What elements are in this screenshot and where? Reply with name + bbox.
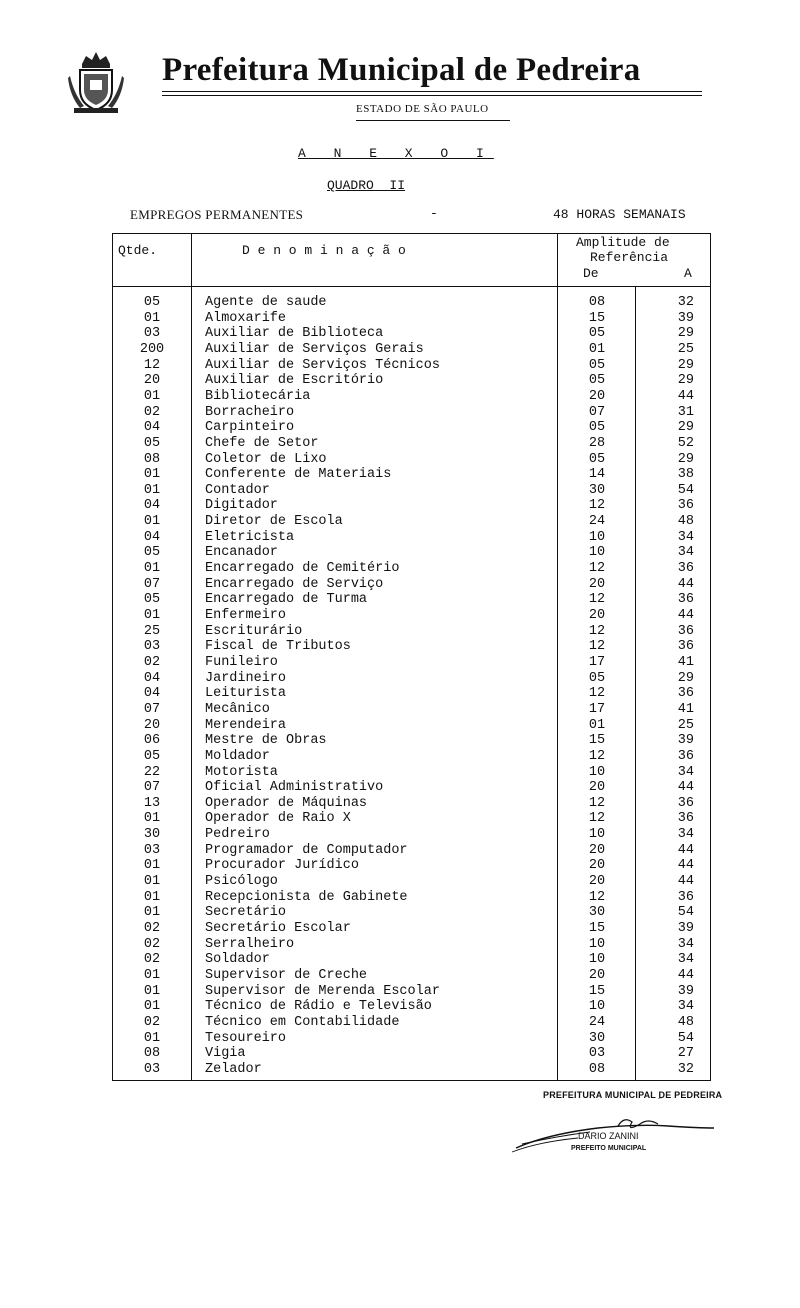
cell-qtde: 01 bbox=[143, 983, 161, 999]
table-row bbox=[112, 968, 711, 984]
cell-ref-a: 34 bbox=[677, 545, 694, 561]
cell-ref-de: 15 bbox=[588, 733, 606, 749]
cell-denominacao: Mestre de Obras bbox=[205, 733, 327, 749]
table-row bbox=[112, 702, 711, 718]
cell-denominacao: Merendeira bbox=[205, 717, 287, 733]
table-row bbox=[112, 420, 711, 436]
table-row bbox=[112, 295, 711, 311]
cell-ref-de: 10 bbox=[588, 936, 606, 952]
table-row bbox=[112, 1046, 711, 1062]
cell-denominacao: Técnico de Rádio e Televisão bbox=[205, 999, 432, 1015]
header-denominacao: D e n o m i n a ç ã o bbox=[242, 243, 406, 258]
cell-denominacao: Contador bbox=[205, 482, 270, 498]
table-row bbox=[112, 326, 711, 342]
header-qtde: Qtde. bbox=[118, 243, 158, 258]
signatory-name: DARIO ZANINI bbox=[578, 1131, 639, 1141]
cell-ref-de: 20 bbox=[588, 608, 606, 623]
cell-qtde: 01 bbox=[143, 608, 161, 623]
cell-ref-de: 10 bbox=[588, 999, 606, 1015]
cell-qtde: 03 bbox=[143, 326, 161, 342]
cell-qtde: 01 bbox=[143, 999, 161, 1015]
cell-denominacao: Funileiro bbox=[205, 654, 278, 670]
cell-denominacao: Técnico em Contabilidade bbox=[205, 1014, 400, 1030]
cell-denominacao: Secretário bbox=[205, 905, 287, 921]
cell-qtde: 01 bbox=[143, 388, 161, 404]
cell-qtde: 01 bbox=[143, 561, 161, 577]
cell-denominacao: Enfermeiro bbox=[205, 608, 287, 623]
cell-ref-a: 32 bbox=[677, 1061, 694, 1077]
table-row bbox=[112, 561, 711, 577]
cell-denominacao: Chefe de Setor bbox=[205, 435, 319, 451]
cell-ref-a: 44 bbox=[677, 608, 694, 623]
table-row bbox=[112, 467, 711, 483]
table-row bbox=[112, 843, 711, 859]
cell-ref-de: 05 bbox=[588, 373, 606, 389]
category-hours: 48 HORAS SEMANAIS bbox=[553, 207, 686, 222]
cell-denominacao: Auxiliar de Escritório bbox=[205, 373, 384, 389]
cell-denominacao: Encarregado de Cemitério bbox=[205, 561, 400, 577]
cell-denominacao: Serralheiro bbox=[205, 936, 295, 952]
cell-qtde: 20 bbox=[143, 717, 161, 733]
table-row bbox=[112, 1062, 711, 1078]
cell-qtde: 03 bbox=[143, 639, 161, 655]
cell-ref-de: 10 bbox=[588, 952, 606, 968]
cell-ref-a: 54 bbox=[677, 482, 694, 498]
cell-ref-de: 12 bbox=[588, 811, 606, 827]
table-row bbox=[112, 498, 711, 514]
cell-denominacao: Supervisor de Merenda Escolar bbox=[205, 983, 440, 999]
table-row bbox=[112, 921, 711, 937]
cell-qtde: 01 bbox=[143, 811, 161, 827]
cell-ref-a: 44 bbox=[677, 858, 694, 874]
cell-ref-a: 36 bbox=[677, 639, 694, 655]
cell-denominacao: Jardineiro bbox=[205, 670, 287, 686]
table-row bbox=[112, 389, 711, 405]
cell-denominacao: Carpinteiro bbox=[205, 420, 295, 436]
cell-ref-de: 30 bbox=[588, 1030, 606, 1046]
cell-ref-de: 10 bbox=[588, 827, 606, 843]
cell-ref-de: 05 bbox=[588, 326, 606, 342]
signatory-role: PREFEITO MUNICIPAL bbox=[571, 1145, 647, 1152]
cell-ref-de: 20 bbox=[588, 842, 606, 858]
header-de: De bbox=[583, 266, 599, 281]
municipal-crest-icon bbox=[66, 50, 126, 114]
header-amplitude: Amplitude de bbox=[576, 235, 670, 250]
cell-qtde: 07 bbox=[143, 576, 161, 592]
cell-denominacao: Eletricista bbox=[205, 529, 295, 545]
cell-ref-a: 41 bbox=[677, 654, 694, 670]
cell-qtde: 05 bbox=[143, 545, 161, 561]
cell-denominacao: Soldador bbox=[205, 952, 270, 968]
table-row bbox=[112, 655, 711, 671]
cell-qtde: 01 bbox=[143, 905, 161, 921]
cell-denominacao: Oficial Administrativo bbox=[205, 780, 384, 796]
cell-ref-a: 44 bbox=[677, 576, 694, 592]
cell-ref-a: 44 bbox=[677, 874, 694, 890]
cell-qtde: 03 bbox=[143, 1061, 161, 1077]
cell-qtde: 06 bbox=[143, 733, 161, 749]
table-row bbox=[112, 373, 711, 389]
cell-ref-a: 36 bbox=[677, 561, 694, 577]
cell-ref-a: 54 bbox=[677, 905, 694, 921]
cell-qtde: 30 bbox=[143, 827, 161, 843]
cell-qtde: 02 bbox=[143, 404, 161, 420]
cell-qtde: 25 bbox=[143, 623, 161, 639]
header-rule bbox=[112, 286, 711, 287]
cell-ref-de: 03 bbox=[588, 1046, 606, 1062]
cell-ref-a: 48 bbox=[677, 514, 694, 530]
table-row bbox=[112, 780, 711, 796]
cell-ref-de: 24 bbox=[588, 1014, 606, 1030]
cell-qtde: 05 bbox=[143, 295, 161, 310]
table-row bbox=[112, 984, 711, 1000]
state-underline bbox=[356, 120, 510, 121]
cell-denominacao: Fiscal de Tributos bbox=[205, 639, 351, 655]
cell-qtde: 04 bbox=[143, 529, 161, 545]
page-title: Prefeitura Municipal de Pedreira bbox=[162, 52, 641, 88]
cell-ref-a: 39 bbox=[677, 733, 694, 749]
cell-ref-a: 44 bbox=[677, 388, 694, 404]
cell-denominacao: Auxiliar de Serviços Técnicos bbox=[205, 357, 440, 373]
cell-qtde: 02 bbox=[143, 1014, 161, 1030]
cell-ref-a: 32 bbox=[677, 295, 694, 310]
table-row bbox=[112, 874, 711, 890]
cell-qtde: 01 bbox=[143, 967, 161, 983]
cell-denominacao: Agente de saude bbox=[205, 295, 327, 310]
table-row bbox=[112, 358, 711, 374]
cell-denominacao: Pedreiro bbox=[205, 827, 270, 843]
table-row bbox=[112, 733, 711, 749]
cell-ref-de: 20 bbox=[588, 874, 606, 890]
cell-ref-a: 39 bbox=[677, 983, 694, 999]
cell-ref-a: 36 bbox=[677, 795, 694, 811]
cell-qtde: 08 bbox=[143, 1046, 161, 1062]
cell-ref-a: 36 bbox=[677, 623, 694, 639]
cell-qtde: 02 bbox=[143, 654, 161, 670]
cell-ref-de: 05 bbox=[588, 357, 606, 373]
cell-denominacao: Moldador bbox=[205, 748, 270, 764]
cell-ref-a: 34 bbox=[677, 764, 694, 780]
state-subtitle: ESTADO DE SÃO PAULO bbox=[356, 103, 489, 115]
table-row bbox=[112, 1031, 711, 1047]
cell-ref-a: 34 bbox=[677, 999, 694, 1015]
signature-stamp: PREFEITURA MUNICIPAL DE PEDREIRA bbox=[543, 1090, 723, 1100]
cell-denominacao: Supervisor de Creche bbox=[205, 967, 368, 983]
cell-qtde: 05 bbox=[143, 592, 161, 608]
cell-denominacao: Programador de Computador bbox=[205, 842, 408, 858]
cell-ref-de: 12 bbox=[588, 795, 606, 811]
cell-ref-de: 10 bbox=[588, 764, 606, 780]
cell-denominacao: Encanador bbox=[205, 545, 278, 561]
title-rule-bottom bbox=[162, 95, 702, 96]
cell-ref-a: 41 bbox=[677, 701, 694, 717]
cell-denominacao: Mecânico bbox=[205, 701, 270, 717]
cell-ref-a: 29 bbox=[677, 326, 694, 342]
table-row bbox=[112, 999, 711, 1015]
cell-denominacao: Encarregado de Turma bbox=[205, 592, 368, 608]
table-row bbox=[112, 718, 711, 734]
table-row bbox=[112, 827, 711, 843]
cell-ref-de: 05 bbox=[588, 451, 606, 467]
cell-ref-de: 20 bbox=[588, 576, 606, 592]
cell-ref-de: 12 bbox=[588, 623, 606, 639]
cell-ref-de: 01 bbox=[588, 341, 606, 357]
cell-ref-de: 20 bbox=[588, 858, 606, 874]
table-row bbox=[112, 905, 711, 921]
cell-ref-de: 20 bbox=[588, 967, 606, 983]
cell-ref-de: 10 bbox=[588, 545, 606, 561]
cell-ref-a: 44 bbox=[677, 967, 694, 983]
cell-ref-de: 08 bbox=[588, 295, 606, 310]
cell-qtde: 04 bbox=[143, 420, 161, 436]
table-row bbox=[112, 311, 711, 327]
table-row bbox=[112, 937, 711, 953]
cell-ref-de: 12 bbox=[588, 686, 606, 702]
cell-ref-de: 12 bbox=[588, 561, 606, 577]
cell-ref-a: 36 bbox=[677, 592, 694, 608]
cell-ref-de: 12 bbox=[588, 889, 606, 905]
cell-qtde: 02 bbox=[143, 936, 161, 952]
cell-qtde: 05 bbox=[143, 748, 161, 764]
cell-ref-de: 15 bbox=[588, 310, 606, 326]
cell-qtde: 04 bbox=[143, 498, 161, 514]
cell-ref-a: 34 bbox=[677, 529, 694, 545]
table-row bbox=[112, 765, 711, 781]
cell-qtde: 13 bbox=[143, 795, 161, 811]
header-referencia: Referência bbox=[590, 250, 669, 265]
cell-qtde: 20 bbox=[143, 373, 161, 389]
cell-qtde: 08 bbox=[143, 451, 161, 467]
cell-ref-a: 48 bbox=[677, 1014, 694, 1030]
cell-denominacao: Auxiliar de Biblioteca bbox=[205, 326, 384, 342]
cell-ref-de: 07 bbox=[588, 404, 606, 420]
cell-qtde: 05 bbox=[143, 435, 161, 451]
cell-ref-de: 28 bbox=[588, 435, 606, 451]
table-row bbox=[112, 811, 711, 827]
cell-qtde: 04 bbox=[143, 686, 161, 702]
cell-denominacao: Diretor de Escola bbox=[205, 514, 343, 530]
cell-denominacao: Tesoureiro bbox=[205, 1030, 287, 1046]
signature-scribble-icon bbox=[508, 1098, 720, 1162]
header-a: A bbox=[684, 266, 692, 281]
cell-ref-a: 27 bbox=[677, 1046, 694, 1062]
title-rule-top bbox=[162, 91, 702, 92]
table-row bbox=[112, 890, 711, 906]
table-row bbox=[112, 405, 711, 421]
cell-qtde: 01 bbox=[143, 467, 161, 483]
table-row bbox=[112, 452, 711, 468]
cell-ref-de: 14 bbox=[588, 467, 606, 483]
cell-ref-de: 05 bbox=[588, 420, 606, 436]
cell-ref-de: 12 bbox=[588, 498, 606, 514]
cell-ref-a: 31 bbox=[677, 404, 694, 420]
cell-ref-a: 29 bbox=[677, 451, 694, 467]
cell-ref-de: 15 bbox=[588, 921, 606, 936]
cell-denominacao: Encarregado de Serviço bbox=[205, 576, 384, 592]
cell-ref-a: 34 bbox=[677, 952, 694, 968]
table-row bbox=[112, 483, 711, 499]
cell-qtde: 01 bbox=[143, 889, 161, 905]
cell-qtde: 02 bbox=[143, 921, 161, 936]
category-label: EMPREGOS PERMANENTES bbox=[130, 207, 304, 222]
cell-qtde: 01 bbox=[143, 858, 161, 874]
cell-denominacao: Procurador Jurídico bbox=[205, 858, 359, 874]
cell-ref-a: 54 bbox=[677, 1030, 694, 1046]
cell-ref-a: 34 bbox=[677, 827, 694, 843]
cell-ref-de: 17 bbox=[588, 701, 606, 717]
cell-denominacao: Zelador bbox=[205, 1061, 262, 1077]
cell-ref-a: 39 bbox=[677, 310, 694, 326]
cell-denominacao: Escriturário bbox=[205, 623, 303, 639]
table-row bbox=[112, 592, 711, 608]
table-row bbox=[112, 624, 711, 640]
cell-qtde: 07 bbox=[143, 780, 161, 796]
cell-ref-a: 36 bbox=[677, 889, 694, 905]
cell-ref-de: 01 bbox=[588, 717, 606, 733]
cell-ref-de: 12 bbox=[588, 748, 606, 764]
cell-denominacao: Recepcionista de Gabinete bbox=[205, 889, 408, 905]
cell-denominacao: Operador de Raio X bbox=[205, 811, 351, 827]
cell-ref-de: 30 bbox=[588, 905, 606, 921]
cell-ref-de: 15 bbox=[588, 983, 606, 999]
cell-denominacao: Borracheiro bbox=[205, 404, 295, 420]
cell-qtde: 01 bbox=[143, 482, 161, 498]
cell-ref-de: 12 bbox=[588, 592, 606, 608]
cell-ref-a: 39 bbox=[677, 921, 694, 936]
cell-ref-de: 30 bbox=[588, 482, 606, 498]
table-row bbox=[112, 514, 711, 530]
cell-denominacao: Auxiliar de Serviços Gerais bbox=[205, 341, 424, 357]
cell-denominacao: Psicólogo bbox=[205, 874, 278, 890]
cell-qtde: 12 bbox=[143, 357, 161, 373]
cell-ref-a: 52 bbox=[677, 435, 694, 451]
cell-ref-de: 24 bbox=[588, 514, 606, 530]
cell-ref-a: 29 bbox=[677, 373, 694, 389]
table-row bbox=[112, 686, 711, 702]
cell-ref-a: 44 bbox=[677, 780, 694, 796]
table-row bbox=[112, 639, 711, 655]
cell-ref-a: 36 bbox=[677, 686, 694, 702]
table-row bbox=[112, 952, 711, 968]
cell-qtde: 03 bbox=[143, 842, 161, 858]
cell-ref-a: 25 bbox=[677, 717, 694, 733]
table-row bbox=[112, 436, 711, 452]
cell-ref-a: 34 bbox=[677, 936, 694, 952]
cell-ref-a: 36 bbox=[677, 811, 694, 827]
cell-qtde: 01 bbox=[143, 1030, 161, 1046]
annex-subtitle: QUADRO II bbox=[327, 178, 406, 193]
cell-ref-a: 36 bbox=[677, 498, 694, 514]
cell-qtde: 22 bbox=[143, 764, 161, 780]
cell-denominacao: Almoxarife bbox=[205, 310, 287, 326]
cell-denominacao: Secretário Escolar bbox=[205, 921, 351, 936]
cell-qtde: 04 bbox=[143, 670, 161, 686]
cell-ref-a: 44 bbox=[677, 842, 694, 858]
table-row bbox=[112, 342, 711, 358]
cell-qtde: 01 bbox=[143, 874, 161, 890]
cell-ref-a: 29 bbox=[677, 420, 694, 436]
table-row bbox=[112, 858, 711, 874]
cell-denominacao: Motorista bbox=[205, 764, 278, 780]
cell-ref-a: 29 bbox=[677, 357, 694, 373]
cell-denominacao: Conferente de Materiais bbox=[205, 467, 392, 483]
table-row bbox=[112, 545, 711, 561]
table-row bbox=[112, 671, 711, 687]
cell-denominacao: Bibliotecária bbox=[205, 388, 311, 404]
table-row bbox=[112, 577, 711, 593]
cell-qtde: 01 bbox=[143, 514, 161, 530]
table-row bbox=[112, 530, 711, 546]
cell-ref-de: 12 bbox=[588, 639, 606, 655]
cell-ref-de: 17 bbox=[588, 654, 606, 670]
cell-denominacao: Digitador bbox=[205, 498, 278, 514]
cell-ref-a: 38 bbox=[677, 467, 694, 483]
cell-qtde: 02 bbox=[143, 952, 161, 968]
cell-denominacao: Leiturista bbox=[205, 686, 287, 702]
category-dash: - bbox=[430, 206, 438, 221]
table-row bbox=[112, 1015, 711, 1031]
cell-qtde: 01 bbox=[143, 310, 161, 326]
cell-ref-a: 29 bbox=[677, 670, 694, 686]
cell-ref-de: 20 bbox=[588, 388, 606, 404]
cell-qtde: 200 bbox=[139, 341, 165, 357]
cell-ref-de: 05 bbox=[588, 670, 606, 686]
cell-qtde: 07 bbox=[143, 701, 161, 717]
cell-ref-de: 10 bbox=[588, 529, 606, 545]
cell-ref-de: 08 bbox=[588, 1061, 606, 1077]
table-row bbox=[112, 749, 711, 765]
table-row bbox=[112, 796, 711, 812]
cell-denominacao: Operador de Máquinas bbox=[205, 795, 368, 811]
cell-ref-a: 36 bbox=[677, 748, 694, 764]
cell-ref-a: 25 bbox=[677, 341, 694, 357]
cell-denominacao: Vigia bbox=[205, 1046, 246, 1062]
cell-denominacao: Coletor de Lixo bbox=[205, 451, 327, 467]
table-row bbox=[112, 608, 711, 624]
annex-title: A N E X O I bbox=[298, 146, 494, 161]
cell-ref-de: 20 bbox=[588, 780, 606, 796]
